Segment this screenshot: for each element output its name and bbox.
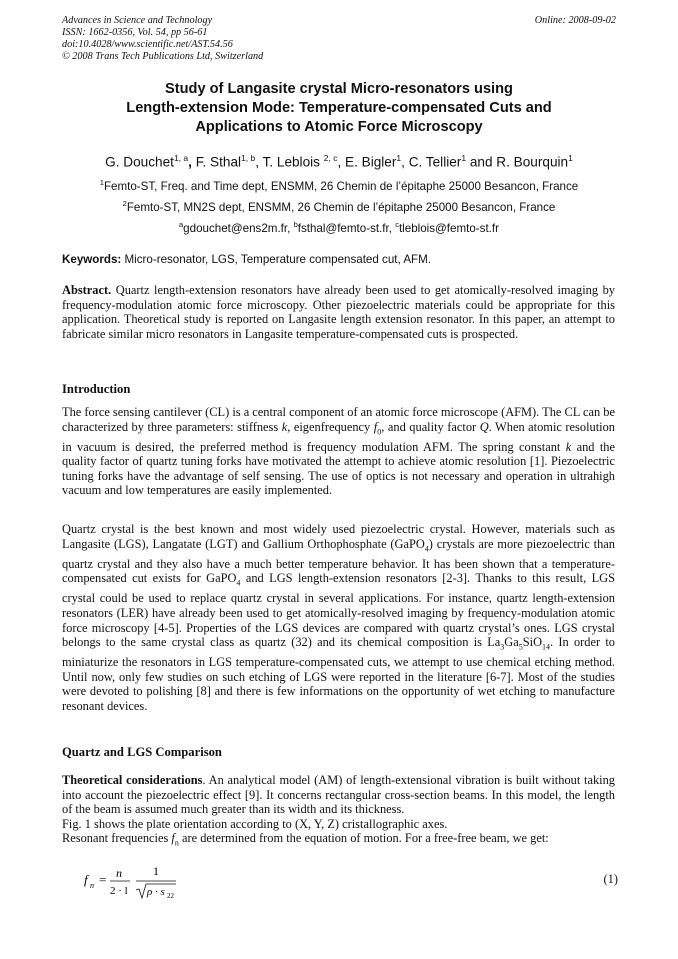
author-name: E. Bigler xyxy=(345,154,397,170)
keywords-label: Keywords: xyxy=(62,253,122,266)
subscript: n xyxy=(174,838,179,848)
abstract-text: Quartz length-extension resonators have already been used to get atomically-resolved imaging by frequency-modulation atomic force microscopy. Other piezoelectric materials could be appropriate for this application. Theoretical study is reported on Langasite length extension resonator. In this paper, an attempt to fabricate similar micro resonators in Langasite temperature-compensated cuts is prospected. xyxy=(62,283,615,341)
journal-header xyxy=(62,15,263,63)
text-run: are determined from the equation of motion. For a free-free beam, we get: xyxy=(178,831,549,846)
introduction-paragraph-2 xyxy=(62,522,615,714)
text-run: . When atomic resolution in vacuum is desired, the preferred method is frequency modulation AFM. The spring constant xyxy=(62,419,615,454)
eq-num-right: 1 xyxy=(153,864,159,878)
author-name: F. Sthal xyxy=(195,154,242,170)
subscript: 0 xyxy=(377,427,382,437)
email-c: tleblois@femto-st.fr xyxy=(398,221,499,235)
abstract xyxy=(62,283,615,341)
keywords-text: Micro-resonator, LGS, Temperature compensated cut, AFM. xyxy=(121,253,432,266)
text-run: The force sensing cantilever (CL) is a central component of an atomic force microscope (AFM). The CL can be characterized by three parameters: stiffness xyxy=(62,405,615,434)
author-separator: , xyxy=(188,154,196,170)
introduction-heading: Introduction xyxy=(62,382,131,396)
author-name: G. Douchet xyxy=(105,154,174,170)
theoretical-label: Theoretical considerations xyxy=(62,773,203,787)
affiliation-marker: 1 xyxy=(99,178,104,187)
subscript: 4 xyxy=(424,544,429,554)
author-separator: and xyxy=(466,154,497,170)
text-run: Ga xyxy=(504,635,519,650)
subscript: 14 xyxy=(542,642,551,652)
author-affil: 1 xyxy=(461,153,467,163)
copyright: © 2008 Trans Tech Publications Ltd, Switzerland xyxy=(62,51,264,62)
doi: doi:10.4028/www.scientific.net/AST.54.56 xyxy=(62,39,233,50)
author-name: R. Bourquin xyxy=(496,154,569,170)
text-run: . An analytical model (AM) of length-extensional vibration is built without taking into account the piezoelectric effect [9]. It concerns rectangular cross-section beams. In this model, the length of the beam is assumed much greater than its width and its thickness. xyxy=(62,773,615,817)
text-run: , and quality factor xyxy=(381,419,480,434)
affiliation-1 xyxy=(62,176,616,194)
symbol-f: f xyxy=(171,831,175,846)
text-run: , eigenfrequency xyxy=(287,419,374,434)
eq-lhs-sub: n xyxy=(90,881,94,890)
author-affil: 1 xyxy=(568,153,573,163)
author-affil: 1 xyxy=(396,153,402,163)
email-marker: c xyxy=(395,220,399,229)
author-separator: , xyxy=(337,154,346,170)
email-a: gdouchet@ens2m.fr, xyxy=(183,221,294,235)
author-list xyxy=(62,150,616,171)
symbol-k: k xyxy=(281,419,288,434)
eq-equals: = xyxy=(99,872,107,887)
figure-reference: Fig. 1 shows the plate orientation according to (X, Y, Z) cristallographic axes. xyxy=(62,816,448,831)
author-affil: 1, b xyxy=(241,153,256,163)
author-name: C. Tellier xyxy=(408,154,462,170)
paper-title xyxy=(62,80,616,137)
title-line-2: Length-extension Mode: Temperature-compensated Cuts and xyxy=(126,100,552,116)
issn: ISSN: 1662-0356, Vol. 54, pp 56-61 xyxy=(62,27,208,38)
equation-graphic xyxy=(84,862,284,902)
text-run: SiO xyxy=(522,635,543,650)
email-marker: a xyxy=(179,220,184,229)
text-run: ) crystals are more piezoelectric than quartz crystal and they also have a much better temperature behavior. It has been shown that a temperature-compensated cut exists for GaPO xyxy=(62,536,615,586)
subscript: 5 xyxy=(518,642,523,652)
keywords xyxy=(62,253,431,267)
emails xyxy=(62,218,616,236)
symbol-k: k xyxy=(565,439,572,454)
text-run: and LGS length-extension resonators [2-3]. Thanks to this result, LGS crystal could be used to replace quartz crystal in several applications. For instance, quartz length-extension resonators (LER) have already been used to get atomically-resolved imaging by frequency-modulation atomic force microscopy [4-5]. Properties of the LGS devices are compared with quartz crystal’s ones. LGS crystal belongs to the same crystal class as quartz (32) and its chemical composition is La xyxy=(62,571,615,650)
comparison-heading: Quartz and LGS Comparison xyxy=(62,745,222,759)
text-run: . In order to miniaturize the resonators in LGS temperature-compensated cuts, we attempt to use chemical etching method. Until now, only few studies on such etching of LGS were reported in the literature [6-7]. Most of the studies were devoted to polishing [8] and there is few informations on the opportunity of wet etching to manufacture resonant devices. xyxy=(62,635,615,713)
eq-den-left: 2 · l xyxy=(110,885,128,897)
affiliation-marker: 2 xyxy=(122,199,127,208)
author-affil: 2, c xyxy=(323,153,338,163)
eq-num-left: n xyxy=(116,866,122,880)
affiliation-2 xyxy=(62,197,616,215)
title-line-3: Applications to Atomic Force Microscopy xyxy=(195,119,483,135)
email-b: fsthal@femto-st.fr, xyxy=(297,221,396,235)
title-line-1: Study of Langasite crystal Micro-resonators using xyxy=(165,81,513,97)
text-run: and the quality factor of quartz tuning forks have motivated the attempt to achieve atomic resolution [1]. Piezoelectric tuning forks have the advantage of self sensing. The use of optics is not necessary and operation in ultrahigh vacuum and low temperatures are easily implemented. xyxy=(62,439,615,498)
author-name: T. Leblois xyxy=(262,154,324,170)
eq-lhs: f xyxy=(84,872,88,887)
author-affil: 1, a xyxy=(173,153,189,163)
text-run: Quartz crystal is the best known and most widely used piezoelectric crystal. However, materials such as Langasite (LGS), Langatate (LGT) and Gallium Orthophosphate (GaPO xyxy=(62,522,615,551)
text-run: Resonant frequencies xyxy=(62,831,172,846)
symbol-f: f xyxy=(373,419,378,434)
subscript: 4 xyxy=(236,578,241,588)
author-separator: , xyxy=(401,154,409,170)
eq-rho: ρ · s xyxy=(147,886,165,898)
email-marker: b xyxy=(293,220,298,229)
eq-s-sub: 22 xyxy=(167,892,174,900)
introduction-paragraph-1 xyxy=(62,405,615,498)
symbol-q: Q xyxy=(479,419,489,434)
online-date: Online: 2008-09-02 xyxy=(534,15,616,26)
affiliation-text: Femto-ST, MN2S dept, ENSMM, 26 Chemin de l’épitaphe 25000 Besancon, France xyxy=(126,200,556,214)
author-separator: , xyxy=(255,154,263,170)
abstract-label: Abstract. xyxy=(62,283,112,297)
equation-1 xyxy=(84,862,618,902)
subscript: 3 xyxy=(500,642,505,652)
theoretical-paragraph xyxy=(62,773,615,851)
affiliation-text: Femto-ST, Freq. and Time dept, ENSMM, 26 Chemin de l’épitaphe 25000 Besancon, France xyxy=(103,179,579,193)
equation-number: (1) xyxy=(603,872,618,886)
journal-name: Advances in Science and Technology xyxy=(62,15,213,26)
